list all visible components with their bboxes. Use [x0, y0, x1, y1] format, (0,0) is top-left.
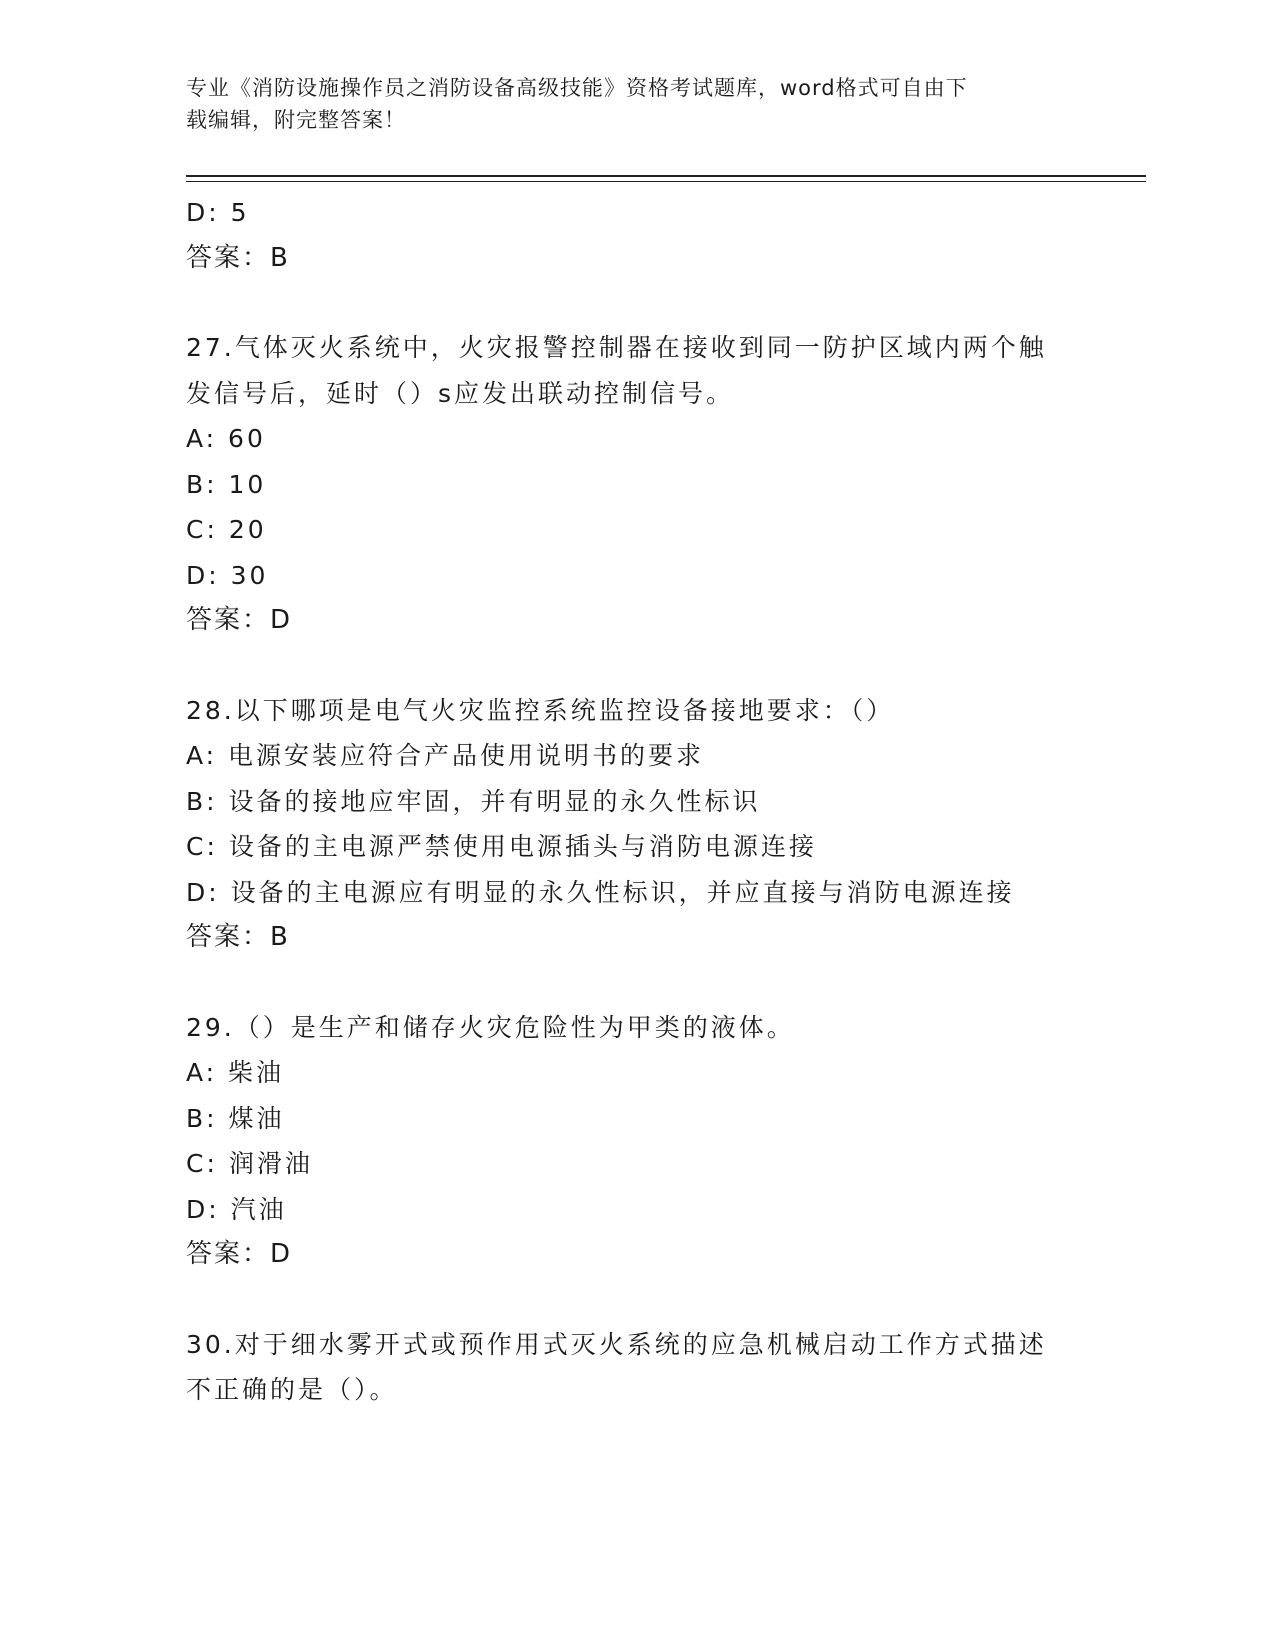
answer-option: B: 10	[186, 469, 267, 499]
answer-option: D: 5	[186, 198, 250, 227]
answer-key: 答案：D	[186, 605, 293, 635]
question-text: 30.对于细水雾开式或预作用式灭火系统的应急机械启动工作方式描述	[186, 1329, 1047, 1359]
answer-option: A: 柴油	[186, 1058, 285, 1087]
block-spacer	[186, 961, 1086, 1005]
answer-key: 答案：B	[186, 922, 290, 952]
page-header	[186, 72, 1066, 136]
header-rule-thin	[186, 181, 1146, 182]
answer-key: 答案：D	[186, 1239, 293, 1269]
header-line-2: 载编辑，附完整答案！	[186, 108, 406, 132]
question-text: 28.以下哪项是电气火灾监控系统监控设备接地要求：（）	[186, 695, 895, 725]
answer-option: A: 60	[186, 424, 266, 453]
header-rule-thick	[186, 175, 1146, 177]
question-text: 29.（）是生产和储存火灾危险性为甲类的液体。	[186, 1012, 795, 1042]
question-text: 发信号后，延时（）s应发出联动控制信号。	[186, 378, 735, 408]
answer-option: A: 电源安装应符合产品使用说明书的要求	[186, 741, 705, 770]
answer-option: D: 汽油	[186, 1194, 287, 1224]
block-spacer	[186, 1278, 1086, 1322]
answer-option: B: 设备的接地应牢固，并有明显的永久性标识	[186, 786, 761, 816]
answer-option: C: 20	[186, 515, 267, 544]
question-text: 不正确的是（）。	[186, 1375, 398, 1404]
block-spacer	[186, 644, 1086, 688]
header-line-1: 专业《消防设施操作员之消防设备高级技能》资格考试题库，word格式可自由下	[186, 76, 968, 100]
answer-key: 答案：B	[186, 242, 290, 273]
answer-option: C: 设备的主电源严禁使用电源插头与消防电源连接	[186, 832, 817, 861]
answer-option: D: 30	[186, 560, 269, 590]
block-spacer	[186, 281, 1086, 325]
question-text: 27.气体灭火系统中，火灾报警控制器在接收到同一防护区域内两个触	[186, 333, 1047, 362]
answer-option: C: 润滑油	[186, 1149, 313, 1178]
answer-option: B: 煤油	[186, 1103, 285, 1133]
answer-option: D: 设备的主电源应有明显的永久性标识，并应直接与消防电源连接	[186, 877, 1015, 907]
question-list	[186, 190, 1086, 1413]
